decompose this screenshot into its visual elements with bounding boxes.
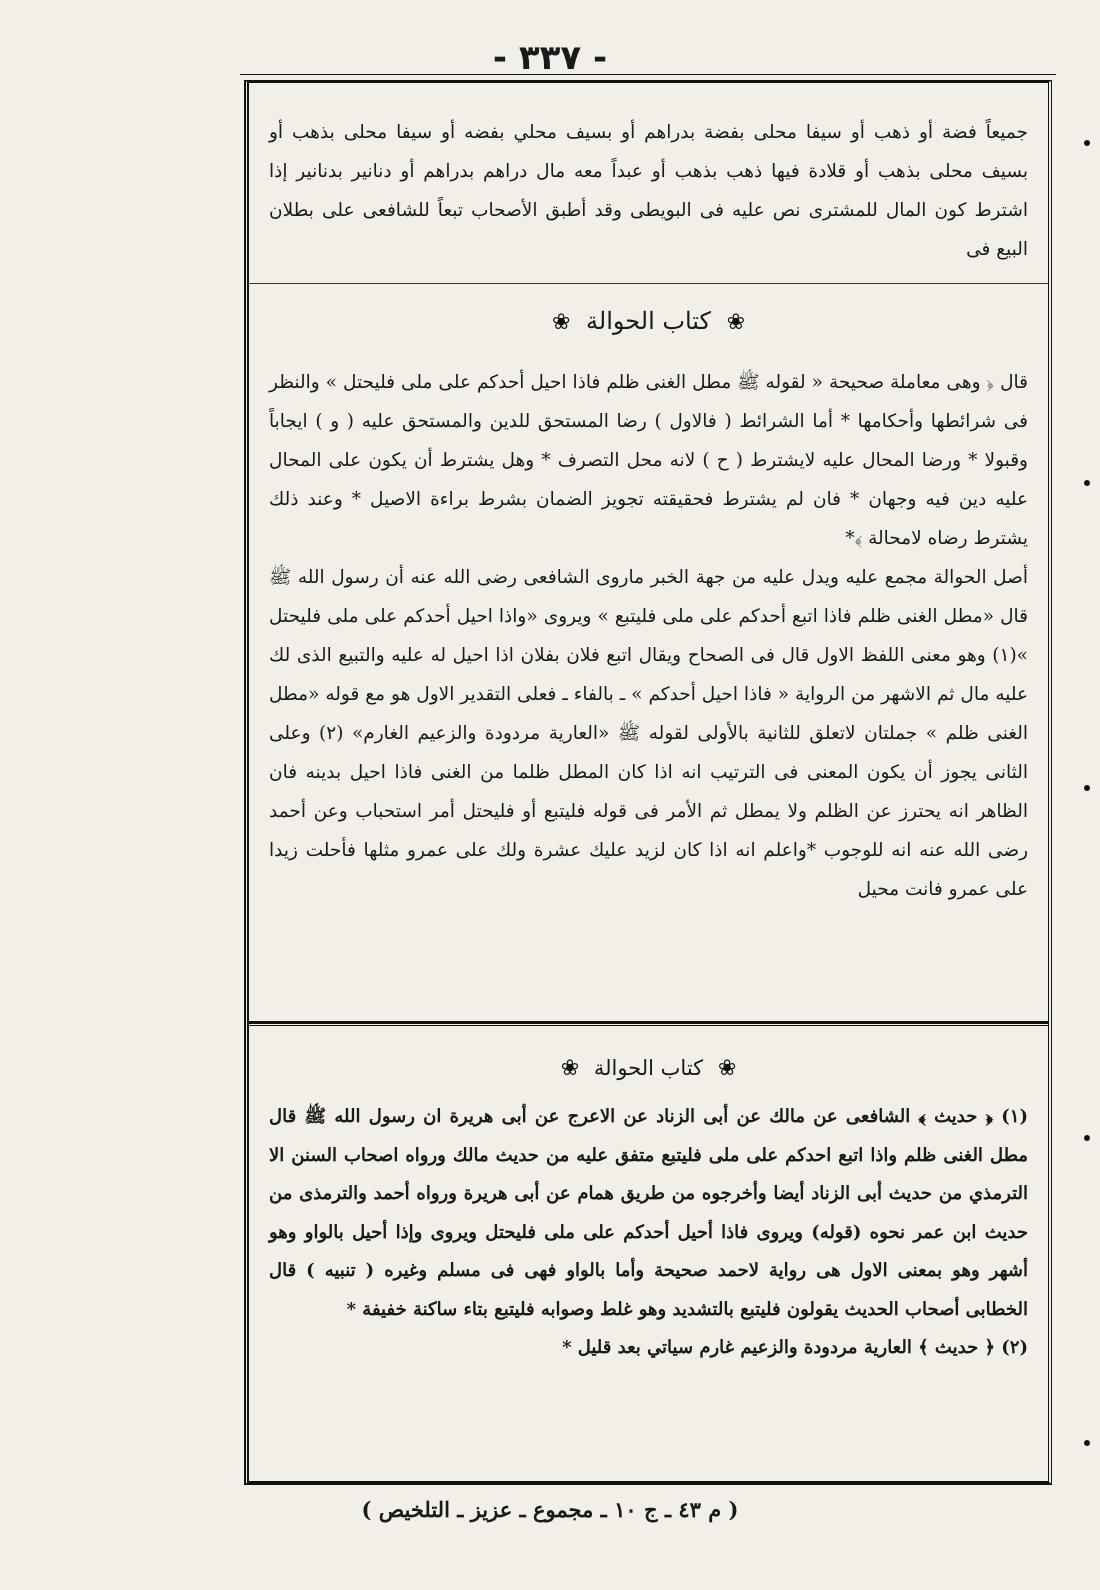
ornament-icon: ❀ <box>726 310 746 335</box>
margin-mark <box>1084 1135 1090 1141</box>
chapter-title: كتاب الحوالة <box>586 307 711 335</box>
footnote-1: (١) ﴿ حديث ﴾ الشافعى عن مالك عن أبى الزناد عن الاعرج عن أبى هريرة ان رسول الله ﷺ قال مطل الغنى ظلم واذا اتبع احدكم على ملى فليتبع متفق عليه من حديث مالك ورواه اصحاب السنن الا الترمذي من حديث أبى الزناد أيضا وأخرجوه من طريق همام عن أبى هريرة ورواه أحمد والترمذى من حديث ابن عمر نحوه (قوله) ويروى فاذا أحيل أحدكم على ملى فليحتل ويروى وإذا أحيل بالواو وهو أشهر وهو بمعنى الاول هى رواية لاحمد صحيحة وأما بالواو فهى فى مسلم وغيره ( تنبيه ) قال الخطابى أصحاب الحديث يقولون فليتبع بالتشديد وهو غلط وصوابه فليتبع بتاء ساكنة خفيفة * <box>269 1106 1028 1320</box>
ornament-icon: ❀ <box>551 310 571 335</box>
top-text-block <box>249 113 1048 269</box>
margin-mark <box>1084 785 1090 791</box>
sharh-paragraph: أصل الحوالة مجمع عليه ويدل عليه من جهة الخبر ماروى الشافعى رضى الله عنه أن رسول الله ﷺ قال «مطل الغنى ظلم فاذا اتبع أحدكم على ملى فليتبع » ويروى «واذا احيل أحدكم على ملى فليحتل »(١) وهو معنى اللفظ الاول قال فى الصحاح ويقال اتبع فلان بفلان اذا احيل له عليه والتبيع الذى لك عليه مال ثم الاشهر من الرواية « فاذا احيل أحدكم » ـ بالفاء ـ فعلى التقدير الاول هو مع قوله «مطل الغنى ظلم » جملتان لاتعلق للثانية بالأولى لقوله ﷺ «العارية مردودة والزعيم الغارم» (٢) وعلى الثانى يجوز أن يكون المعنى فى الترتيب انه اذا كان المطل ظلما من الغنى فاذا احيل بدينه فان الظاهر انه يحترز عن الظلم ولا يمطل ثم الأمر فى قوله فليتبع أو فليحتل أمر استحباب وعن أحمد رضى الله عنه انه للوجوب *واعلم انه اذا كان لزيد عليك عشرة ولك على عمرو مثلها فأحلت زيدا على عمرو فانت محيل <box>269 567 1028 900</box>
signature-footer: ( م ٤٣ ـ ج ١٠ ـ مجموع ـ عزيز ـ التلخيص ) <box>361 1497 739 1522</box>
section-divider <box>249 283 1048 284</box>
margin-mark <box>1084 140 1090 146</box>
ornament-icon: ❀ <box>560 1056 580 1081</box>
footnote-divider-inner <box>249 1025 1048 1026</box>
notes-heading <box>249 1048 1048 1089</box>
footnote-2: (٢) ﴿ حديث ﴾ العارية مردودة والزعيم غارم سياتي بعد قليل * <box>562 1337 1028 1358</box>
page-number: - ٣٣٧ - <box>492 38 608 78</box>
chapter-heading <box>249 301 1048 343</box>
footnotes-block <box>249 1098 1048 1368</box>
ornament-icon: ❀ <box>717 1056 737 1081</box>
matn-paragraph: قال ﴿ وهى معاملة صحيحة « لقوله ﷺ مطل الغنى ظلم فاذا احيل أحدكم على ملى فليحتل » والنظر فى شرائطها وأحكامها * أما الشرائط ( فالاول ) رضا المستحق للدين والمستحق عليه ( و ) ايجاباً وقبولا * ورضا المحال عليه لايشترط ( ح ) لانه محل التصرف * وهل يشترط أن يكون على المحال عليه دين فيه وجهان * فان لم يشترط فحقيقته تجويز الضمان بشرط براءة الاصيل * وعند ذلك يشترط رضاه لامحالة ﴾* <box>269 372 1028 549</box>
top-rule <box>240 74 1056 75</box>
main-text-block <box>249 363 1048 909</box>
page-frame <box>244 80 1052 1485</box>
notes-title: كتاب الحوالة <box>593 1056 704 1080</box>
top-text: جميعاً فضة أو ذهب أو سيفا محلى بفضة بدراهم أو بسيف محلي بفضه أو سيفا محلى بذهب أو بسيف محلى بذهب أو قلادة فيها ذهب بذهب أو عبداً معه مال دراهم بدراهم أو دنانير بدنانير إذا اشترط كون المال للمشترى نص عليه فى البويطى وقد أطبق الأصحاب تبعاً للشافعى على بطلان البيع فى <box>269 122 1028 260</box>
footnote-divider <box>249 1021 1048 1024</box>
margin-mark <box>1084 480 1090 486</box>
margin-mark <box>1084 1440 1090 1446</box>
